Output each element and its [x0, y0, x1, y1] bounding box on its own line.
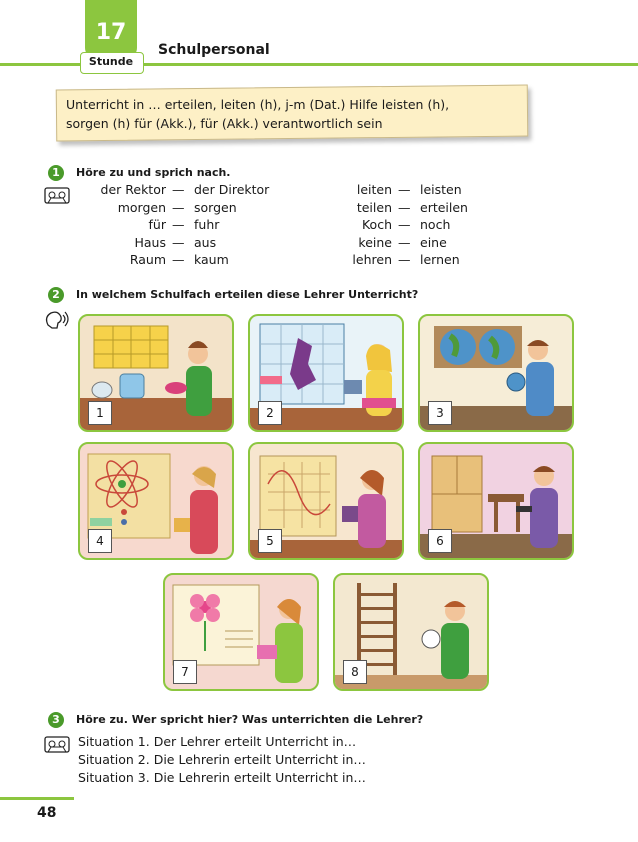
- picture-number-2: 2: [258, 401, 282, 425]
- word-right-b: leisten erteilen noch eine lernen: [420, 182, 468, 267]
- task-2-number: 2: [48, 287, 64, 303]
- dash-right: — — — — —: [398, 182, 411, 267]
- task-3-number: 3: [48, 712, 64, 728]
- vocabulary-line-2: sorgen (h) für (Akk.), für (Akk.) verantwortlich sein: [66, 116, 383, 131]
- word-left-b: der Direktor sorgen fuhr aus kaum: [194, 182, 270, 267]
- header-rule-right: [142, 63, 638, 66]
- header-rule-left: [0, 63, 80, 66]
- picture-number-4: 4: [88, 529, 112, 553]
- word-right-a: leiten teilen Koch keine lehren: [352, 182, 392, 267]
- word-left-a: der Rektor morgen für Haus Raum: [100, 182, 166, 267]
- situation-3: Situation 3. Die Lehrerin erteilt Unterricht in…: [78, 770, 366, 785]
- cassette-icon: [44, 735, 72, 755]
- situations-list: [78, 733, 478, 787]
- situation-1: Situation 1. Der Lehrer erteilt Unterricht in…: [78, 734, 357, 749]
- picture-number-7: 7: [173, 660, 197, 684]
- lesson-number: 17: [95, 20, 127, 45]
- situation-2: Situation 2. Die Lehrerin erteilt Unterricht in…: [78, 752, 366, 767]
- page-title: Schulpersonal: [158, 42, 270, 58]
- pronunciation-table: [80, 181, 480, 271]
- task-3-title: Höre zu. Wer spricht hier? Was unterrichten die Lehrer?: [76, 713, 424, 726]
- task-1-title: Höre zu und sprich nach.: [76, 166, 231, 179]
- vocabulary-text: [66, 95, 521, 133]
- task-1-number: 1: [48, 165, 64, 181]
- stunde-label: Stunde: [88, 55, 134, 68]
- task-2-title: In welchem Schulfach erteilen diese Lehrer Unterricht?: [76, 288, 419, 301]
- picture-number-6: 6: [428, 529, 452, 553]
- footer-rule: [0, 797, 74, 800]
- picture-number-5: 5: [258, 529, 282, 553]
- cassette-icon: [44, 186, 72, 206]
- dash-left: — — — — —: [172, 182, 185, 267]
- picture-number-1: 1: [88, 401, 112, 425]
- picture-number-8: 8: [343, 660, 367, 684]
- picture-number-3: 3: [428, 401, 452, 425]
- listen-speak-icon: [42, 309, 70, 331]
- page-number: 48: [37, 805, 57, 821]
- vocabulary-line-1: Unterricht in … erteilen, leiten (h), j-m (Dat.) Hilfe leisten (h),: [66, 97, 450, 112]
